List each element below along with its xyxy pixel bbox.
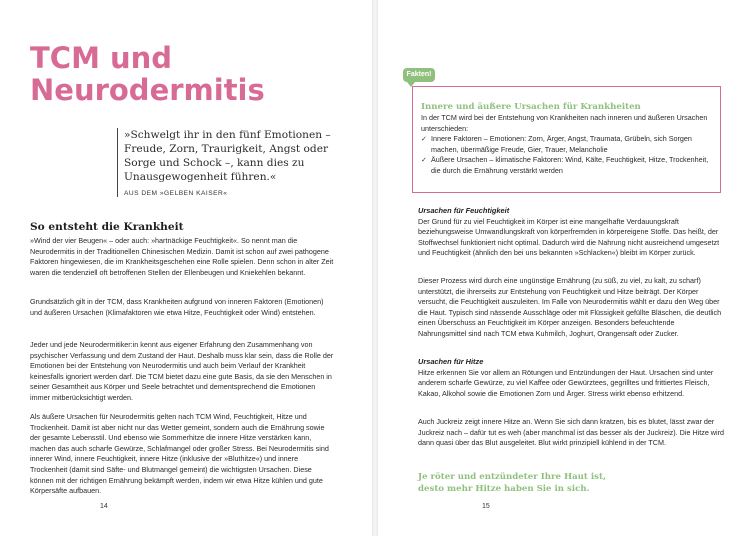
page-number-left: 14 xyxy=(100,503,108,510)
chapter-title xyxy=(30,42,265,106)
humidity-section xyxy=(418,206,724,259)
humidity-paragraph-2: Dieser Prozess wird durch eine ungünstige Ernährung (zu süß, zu viel, zu kalt, zu scharf) unterstützt, die ihrerseits zur Entstehung von Feuchtigkeit und Hitze beiträgt. Der Körper versucht, die Feuchtigkeit auszuleiten. Im Falle von Neurodermitis wählt er dazu den Weg über die Haut. Typisch sind nässende Ausschläge oder mit Flüssigkeit gefüllte Bläschen, die deutlich einen Überschuss an Feuchtigkeit im Körper anzeigen. Besonders befeuchtende Nahrungsmittel sind nach TCM etwa Kuhmilch, Joghurt, Orangensaft oder Zucker. xyxy=(418,276,722,338)
right-page xyxy=(378,0,750,536)
left-paragraph-2: Grundsätzlich gilt in der TCM, dass Krankheiten aufgrund von inneren Faktoren (Emotionen) und äußeren Ursachen (Klimafaktoren wie etwa Hitze, Feuchtigkeit oder Wind) entstehen. xyxy=(30,297,324,317)
heat-subheading: Ursachen für Hitze xyxy=(418,357,484,366)
facts-intro: In der TCM wird bei der Entstehung von Krankheiten nach inneren und äußeren Ursachen unterschieden: xyxy=(421,113,708,133)
facts-list xyxy=(421,134,713,176)
left-paragraph-1: »Wind der vier Beugen« – oder auch: »hartnäckige Feuchtigkeit«. So nennt man die Neurodermitis in der Traditionellen Chinesischen Medizin. Damit ist schon auf zwei pathogene Faktoren hingewiesen, die im Krankheitsgeschehen eine Rolle spielen. Denn schon in alter Zeit waren die tendenziell oft betroffenen Stellen der Ellenbeugen und Kniekehlen bekannt. xyxy=(30,236,334,277)
pull-quote-line-1: Je röter und entzündeter Ihre Haut ist, xyxy=(418,472,606,482)
checkmark-icon: ✓ xyxy=(421,155,428,165)
left-page xyxy=(0,0,372,536)
facts-list-item xyxy=(421,134,713,155)
left-paragraph-4: Als äußere Ursachen für Neurodermitis gelten nach TCM Wind, Feuchtigkeit, Hitze und Trockenheit. Damit ist aber nicht nur das Wetter gemeint, sondern auch die Ernährung sowie der gesamte Lebensstil. Und ebenso wie Sommerhitze die innere Hitze verstärken kann, machen das auch scharfe Gewürze, Schlafmangel oder großer Stress. Bei Neurodermitis sind innerer Wind, innere Feuchtigkeit, innere Hitze (inklusive der »Bluthitze«) und innere Trockenheit (damit sind Säfte- und Blutmangel gemeint) die wichtigsten Ursachen. Diese können mit der richtigen Ernährung bekämpft werden, indem wir etwa Hitze kühlen und gute Körpersäfte aufbauen. xyxy=(30,412,329,496)
facts-heading: Innere und äußere Ursachen für Krankheiten xyxy=(421,102,641,112)
humidity-subheading: Ursachen für Feuchtigkeit xyxy=(418,206,510,215)
checkmark-icon: ✓ xyxy=(421,134,428,144)
humidity-paragraph-1: Der Grund für zu viel Feuchtigkeit im Körper ist eine mangelhafte Verdauungskraft beziehungsweise Umwandlungskraft von körperfremden in körpereigene Stoffe. Das heißt, der Stoffwechsel funktioniert nicht optimal. Dadurch wird die Nahrung nicht ausreichend umgesetzt und Feuchtigkeit (ähnlich den bei uns bekannten »Schlacken«) bleibt im Körper zurück. xyxy=(418,216,720,258)
title-line-1: TCM und xyxy=(30,41,173,75)
facts-box xyxy=(412,86,721,193)
title-line-2: Neurodermitis xyxy=(30,73,265,107)
heat-section xyxy=(418,357,724,399)
facts-item-text: Äußere Ursachen – klimatische Faktoren: Wind, Kälte, Feuchtigkeit, Hitze, Trockenheit, die durch die Ernährung verstärkt werden xyxy=(431,155,709,175)
heat-paragraph-2: Auch Juckreiz zeigt innere Hitze an. Wenn Sie sich dann kratzen, bis es blutet, lässt zwar der Juckreiz nach – dafür tut es weh (aber manchmal ist das besser als der Juckreiz). Die Hitze wird dann quasi über das Blut ausgeleitet. Blut wirkt prinzipiell kühlend in der TCM. xyxy=(418,417,724,448)
facts-list-item xyxy=(421,155,713,176)
pull-quote-line-2: desto mehr Hitze haben Sie in sich. xyxy=(418,484,590,494)
epigraph-quote xyxy=(117,128,339,197)
section-heading: So entsteht die Krankheit xyxy=(30,221,184,233)
page-number-right: 15 xyxy=(482,503,490,510)
facts-item-text: Innere Faktoren – Emotionen: Zorn, Ärger, Angst, Traumata, Grübeln, sich Sorgen machen, übermäßige Freude, Gier, Trauer, Melancholie xyxy=(431,134,692,154)
quote-text: »Schwelgt ihr in den fünf Emotionen – Freude, Zorn, Traurigkeit, Angst oder Sorge und Schock –, kann dies zu Unausgewogenheit führen.« xyxy=(124,129,331,183)
quote-source: AUS DEM »GELBEN KAISER« xyxy=(124,190,228,197)
facts-content xyxy=(421,102,713,177)
facts-badge: Fakten! xyxy=(403,68,435,82)
heat-paragraph-1: Hitze erkennen Sie vor allem an Rötungen und Entzündungen der Haut. Ursachen sind unter anderem scharfe Gewürze, zu viel Kaffee oder Gewürztees, gegrilltes und frittiertes Fleisch, Kakao, Alkohol sowie die Emotionen Zorn und Ärger. Stress wirkt ebenso erhitzend. xyxy=(418,367,714,398)
pull-quote xyxy=(418,471,606,495)
left-paragraph-3: Jeder und jede Neurodermitiker:in kennt aus eigener Erfahrung den Zusammenhang von psychischer Verfassung und dem Zustand der Haut. Deshalb muss klar sein, dass die Rolle der Emotionen bei der Entstehung von Neurodermitis und auch beim Verlauf der Krankheit keinesfalls ignoriert werden darf. Die TCM bietet dazu eine gute Basis, da sie den Menschen in seiner Gesamtheit aus Körper und Seele betrachtet und dementsprechend die Emotionen immer mitberücksichtigt werden. xyxy=(30,340,334,402)
